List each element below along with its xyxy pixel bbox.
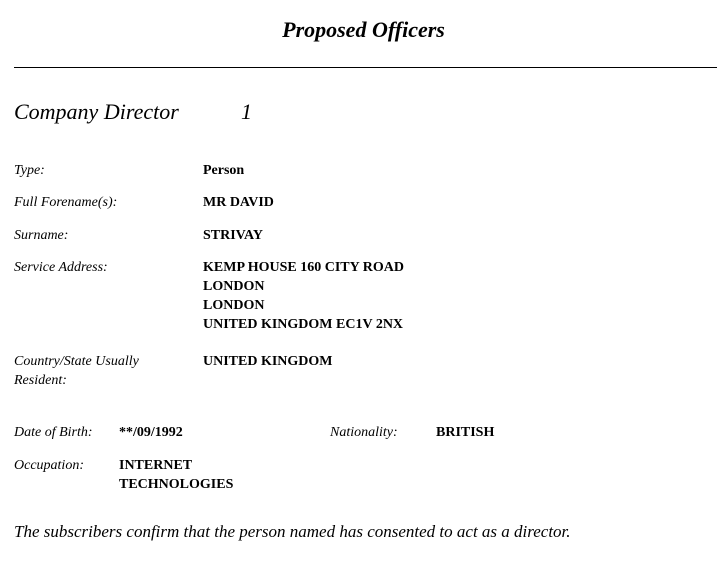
- surname-value: STRIVAY: [203, 228, 263, 243]
- occupation-value: TECHNOLOGIES: [119, 477, 234, 492]
- section-number: 1: [241, 99, 252, 124]
- country-resident-label: Resident:: [14, 373, 67, 388]
- country-resident-value: UNITED KINGDOM: [203, 354, 333, 369]
- service-address-line: LONDON: [203, 279, 265, 294]
- service-address-label: Service Address:: [14, 260, 108, 275]
- title-divider: [14, 67, 717, 68]
- service-address-line: KEMP HOUSE 160 CITY ROAD: [203, 260, 404, 275]
- service-address-line: LONDON: [203, 298, 265, 313]
- country-resident-label: Country/State Usually: [14, 354, 139, 369]
- service-address-line: UNITED KINGDOM EC1V 2NX: [203, 317, 404, 332]
- forenames-value: MR DAVID: [203, 195, 274, 210]
- nationality-value: BRITISH: [436, 425, 495, 440]
- section-heading: Company Director: [14, 99, 179, 124]
- page-title: Proposed Officers: [282, 17, 445, 42]
- type-label: Type:: [14, 163, 45, 178]
- date-of-birth-value: **/09/1992: [119, 425, 183, 440]
- surname-label: Surname:: [14, 228, 69, 243]
- nationality-label: Nationality:: [330, 425, 398, 440]
- occupation-value: INTERNET: [119, 458, 193, 473]
- forenames-label: Full Forename(s):: [14, 195, 118, 210]
- type-value: Person: [203, 163, 245, 178]
- consent-statement: The subscribers confirm that the person named has consented to act as a director.: [14, 522, 571, 541]
- occupation-label: Occupation:: [14, 458, 84, 473]
- date-of-birth-label: Date of Birth:: [14, 425, 93, 440]
